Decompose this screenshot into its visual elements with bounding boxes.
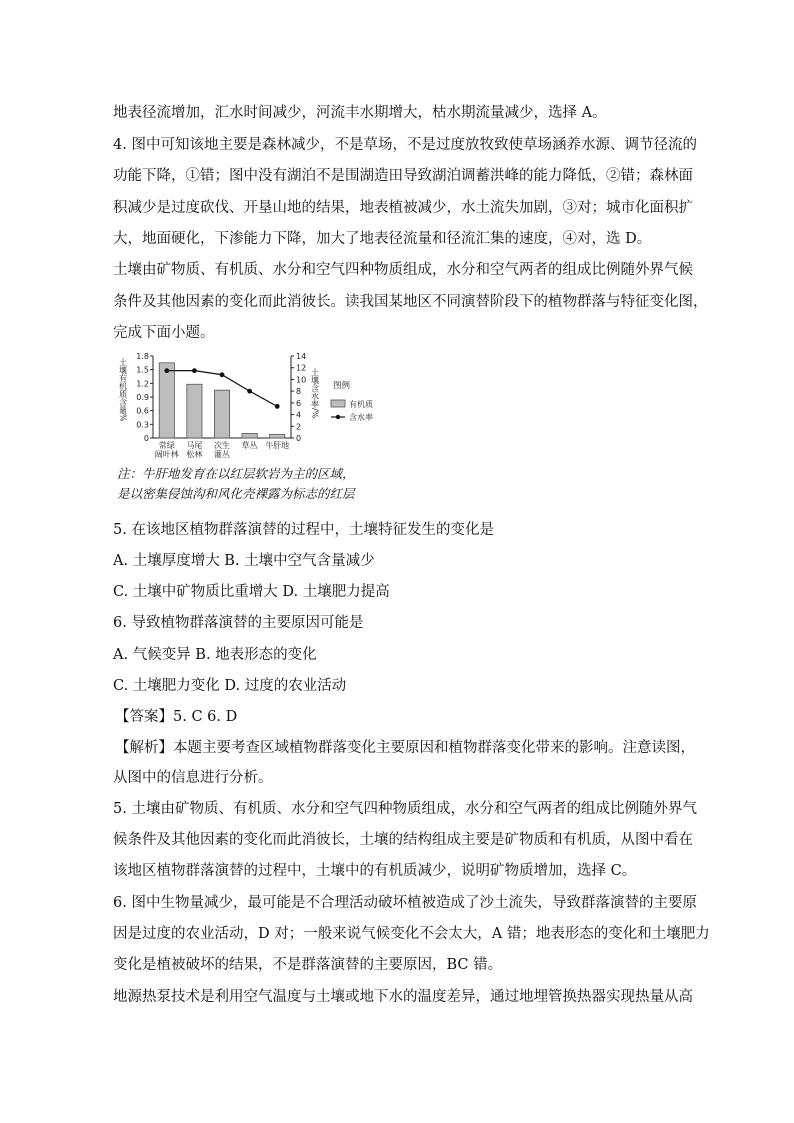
point-water-content: [164, 368, 169, 373]
text-line: 土壤由矿物质、有机质、水分和空气四种物质组成，水分和空气两者的组成比例随外界气候: [113, 262, 693, 278]
bar-organic-matter: [187, 384, 202, 438]
right-tick-label: 8: [296, 387, 302, 397]
chart-figure: [113, 350, 413, 510]
text-line: 积减少是过度砍伐、开垦山地的结果，地表植被减少，水土流失加剧，③对；城市化面积扩: [113, 200, 693, 216]
option-line: C. 土壤中矿物质比重增大 D. 土壤肥力提高: [113, 584, 390, 600]
text-line: 条件及其他因素的变化而此消彼长。读我国某地区不同演替阶段下的植物群落与特征变化图，: [113, 294, 708, 310]
analysis-line: 【解析】本题主要考查区域植物群落变化主要原因和植物群落变化带来的影响。注意读图，: [115, 740, 695, 756]
legend-bar-swatch: [331, 400, 345, 407]
right-tick-label: 12: [296, 363, 307, 373]
text-line: 完成下面小题。: [113, 325, 215, 341]
analysis-line: 该地区植物群落演替的过程中，土壤中的有机质减少，说明矿物质增加，选择 C。: [113, 863, 637, 879]
bar-organic-matter: [270, 434, 285, 438]
category-label: 马尾: [186, 441, 203, 450]
right-tick-label: 6: [296, 398, 302, 408]
bar-organic-matter: [242, 433, 257, 438]
point-water-content: [192, 368, 197, 373]
text-line: 大，地面硬化，下渗能力下降，加大了地表径流量和径流汇集的速度，④对，选 D。: [113, 231, 652, 247]
bar-organic-matter: [214, 390, 229, 438]
legend-label: 有机质: [349, 400, 373, 409]
left-tick-label: 1.5: [136, 365, 149, 375]
analysis-line: 变化是植被破坏的结果，不是群落演替的主要原因，BC 错。: [113, 957, 503, 973]
analysis-line: 5. 土壤由矿物质、有机质、水分和空气四种物质组成，水分和空气两者的组成比例随外界气: [113, 801, 697, 817]
left-axis-label: 土壤有机质含量%: [118, 358, 128, 422]
category-label: 阔叶林: [154, 450, 179, 459]
right-tick-label: 10: [296, 375, 307, 385]
category-label: 灌丛: [214, 450, 230, 459]
legend-point-swatch: [336, 415, 340, 419]
category-label: 草丛: [241, 441, 258, 450]
left-tick-label: 0.9: [136, 393, 149, 402]
text-line: 地源热泵技术是利用空气温度与土壤或地下水的温度差异，通过地埋管换热器实现热量从高: [113, 989, 693, 1005]
left-tick-label: 0.3: [136, 420, 149, 430]
chart-note: 注：牛肝地发育在以红层软岩为主的区域，: [117, 466, 355, 481]
legend-label: 含水率: [349, 413, 373, 422]
analysis-line: 因是过度的农业活动，D 对；一般来说气候变化不会太大，A 错；地表形态的变化和土壤肥力: [113, 926, 710, 942]
answer-line: 【答案】5. C 6. D: [115, 709, 238, 725]
point-water-content: [275, 404, 280, 409]
left-tick-label: 0.6: [136, 406, 149, 416]
right-tick-label: 0: [296, 434, 302, 443]
chart-note: 是以密集侵蚀沟和风化壳裸露为标志的红层: [117, 486, 355, 501]
right-tick-label: 4: [296, 410, 302, 420]
category-label: 牛肝地: [265, 441, 290, 450]
text-line: 4. 图中可知该地主要是森林减少，不是草场，不是过度放牧致使草场涵养水源、调节径流的: [113, 137, 697, 153]
right-tick-label: 2: [296, 422, 302, 432]
text-line: 功能下降，①错；图中没有湖泊不是围湖造田导致湖泊调蓄洪峰的能力降低，②错；森林面: [113, 168, 693, 184]
question-6: 6. 导致植物群落演替的主要原因可能是: [113, 615, 364, 631]
text-line: 地表径流增加，汇水时间减少，河流丰水期增大，枯水期流量减少，选择 A。: [113, 105, 607, 121]
option-line: A. 土壤厚度增大 B. 土壤中空气含量减少: [113, 553, 375, 569]
point-water-content: [220, 372, 225, 377]
point-water-content: [247, 389, 252, 394]
right-axis-label: 土壤含水率/%: [310, 368, 320, 419]
left-tick-label: 1.2: [136, 379, 149, 389]
left-tick-label: 0: [143, 434, 149, 443]
bar-organic-matter: [159, 363, 174, 438]
option-line: C. 土壤肥力变化 D. 过度的农业活动: [113, 678, 347, 694]
right-tick-label: 14: [296, 352, 307, 361]
question-5: 5. 在该地区植物群落演替的过程中，土壤特征发生的变化是: [113, 522, 494, 538]
category-label: 常绿: [158, 441, 175, 450]
legend-title: 图例: [333, 381, 351, 391]
analysis-line: 从图中的信息进行分析。: [113, 770, 273, 786]
analysis-line: 6. 图中生物量减少，最可能是不合理活动破坏植被造成了沙土流失，导致群落演替的主要原: [113, 895, 697, 911]
analysis-line: 候条件及其他因素的变化而此消彼长，土壤的结构组成主要是矿物质和有机质，从图中看在: [113, 832, 693, 848]
community-chart: [113, 350, 413, 510]
option-line: A. 气候变异 B. 地表形态的变化: [113, 647, 317, 663]
category-label: 次生: [214, 441, 230, 450]
category-label: 松林: [186, 450, 203, 459]
left-tick-label: 1.8: [136, 352, 149, 361]
